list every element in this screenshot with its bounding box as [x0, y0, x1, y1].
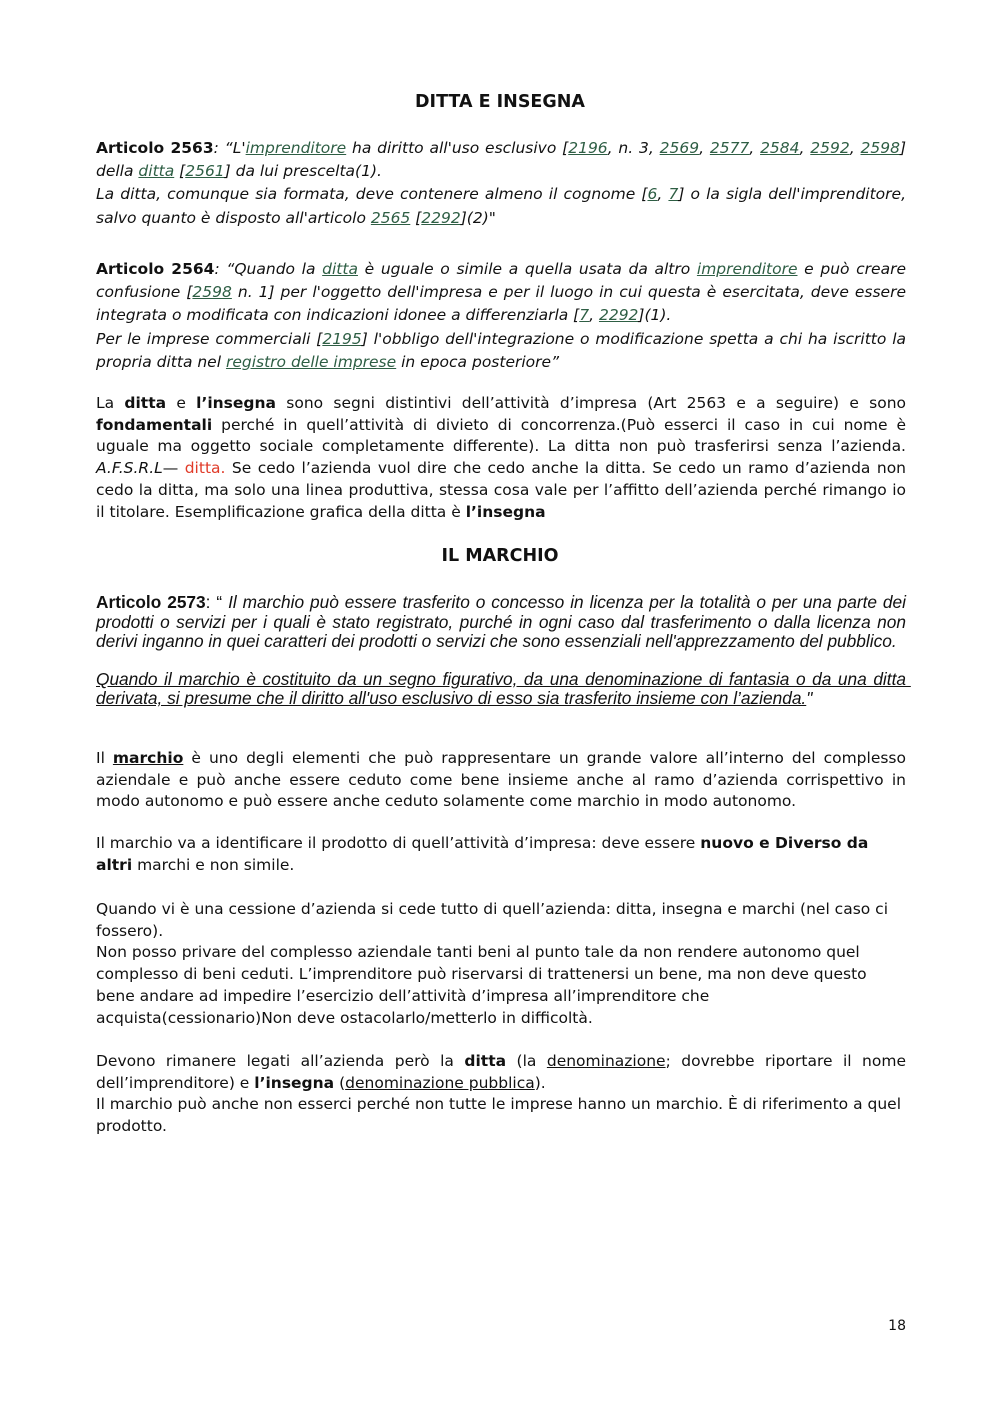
article-label: Articolo 2573 — [96, 592, 206, 612]
paragraph-marchio-nuovo: Il marchio va a identificare il prodotto di quell’attività d’impresa: deve essere nuovo e Diverso da altri marchi e non simile. — [96, 834, 869, 874]
link-ditta[interactable]: ditta — [322, 260, 358, 278]
section-title-marchio: IL MARCHIO — [441, 546, 559, 566]
red-annotation: ditta. — [184, 459, 226, 478]
ref-link[interactable]: 7 — [668, 185, 679, 204]
ref-link[interactable]: 2195 — [322, 329, 362, 348]
ref-link[interactable]: 2577 — [709, 139, 750, 157]
paragraph-marchio: Il marchio è uno degli elementi che può rappresentare un grande valore all’interno del complesso aziendale e può anche essere ceduto come bene insieme anche al ramo d’azienda corrispettivo in modo autonomo e può essere anche ceduto solamente come marchio in modo autonomo. — [96, 749, 911, 811]
ref-link[interactable]: 2292 — [598, 306, 639, 325]
link-registro-imprese[interactable]: registro delle imprese — [225, 352, 397, 371]
article-2573: Articolo 2573: “ Il marchio può essere trasferito o concesso in licenza per la totalità o per una parte dei prodotti o servizi per i quali è stato registrato, purché in ogni caso dal trasferimento o dalla licenza non derivi inganno in quei caratteri dei prodotti o servizi che sono essenziali nell'apprezzamento del pubblico. Quando il marchio è costituito da un segno figurativo, da una denominazione di fantasia o da una ditta derivata, si presume che il diritto all'uso esclusivo di esso sia trasferito insieme con l’azienda." — [96, 592, 911, 709]
link-imprenditore[interactable]: imprenditore — [696, 260, 798, 278]
section-title-ditta-insegna: DITTA E INSEGNA — [415, 92, 585, 112]
article-label: Articolo 2563 — [96, 139, 214, 157]
page-number: 18 — [888, 1318, 906, 1334]
ref-link[interactable]: 2592 — [810, 139, 850, 157]
ref-link[interactable]: 2598 — [860, 139, 900, 157]
article-label: Articolo 2564 — [96, 260, 215, 278]
link-imprenditore[interactable]: imprenditore — [245, 139, 347, 157]
ref-link[interactable]: 2292 — [421, 208, 461, 227]
ref-link[interactable]: 2569 — [659, 139, 700, 157]
ref-link[interactable]: 2565 — [370, 208, 411, 227]
paragraph-cessione: Quando vi è una cessione d’azienda si cede tutto di quell’azienda: ditta, insegna e marchi (nel caso ci fossero). Non posso privare del complesso aziendale tanti beni al punto tale da non rendere autonomo quel complesso di beni ceduti. L’imprenditore può riservarsi di trattenersi un bene, ma non deve questo bene andare ad impedire l’esercizio dell’attività d’impresa all’imprenditore che acquista(cessionario)Non deve ostacolarlo/metterlo in difficoltà. — [96, 900, 889, 1027]
ref-link[interactable]: 7 — [579, 306, 590, 325]
ref-link[interactable]: 2561 — [185, 162, 225, 181]
ref-link[interactable]: 2584 — [760, 139, 800, 157]
article-2563: Articolo 2563: “L'imprenditore ha diritto all'uso esclusivo [2196, n. 3, 2569, 2577, 2584, 2592, 2598] della ditta [2561] da lui prescelta(1). La ditta, comunque sia formata, deve contenere almeno il cognome [6, 7] o la sigla dell'imprenditore, salvo quanto è disposto all'articolo 2565 [2292](2)" — [96, 139, 911, 227]
ref-link[interactable]: 6 — [647, 185, 658, 204]
link-ditta[interactable]: ditta — [138, 162, 175, 181]
ref-link[interactable]: 2196 — [568, 139, 608, 157]
paragraph-ditta-insegna: La ditta e l’insegna sono segni distintivi dell’attività d’impresa (Art 2563 e a seguire) e sono fondamentali perché in quell’attività di divieto di concorrenza.(Può esserci il caso in cui nome è uguale ma oggetto sociale completamente differente). La ditta non può trasferirsi senza l’azienda. A.F.S.R.L— ditta. Se cedo l’azienda vuol dire che cedo anche la ditta. Se cedo un ramo d’azienda non cedo la ditta, ma solo una linea produttiva, stessa cosa vale per l’affitto dell’azienda perché rimango io il titolare. Esemplificazione grafica della ditta è l’insegna — [96, 394, 916, 521]
paragraph-legami: Devono rimanere legati all’azienda però la ditta (la denominazione; dovrebbe riportare il nome dell’imprenditore) e l’insegna (denominazione pubblica). Il marchio può anche non esserci perché non tutte le imprese hanno un marchio. È di riferimento a quel prodotto. — [96, 1052, 911, 1136]
ref-link[interactable]: 2598 — [192, 283, 232, 302]
article-2564: Articolo 2564: “Quando la ditta è uguale o simile a quella usata da altro imprenditore e può creare confusione [2598 n. 1] per l'oggetto dell'impresa e per il luogo in cui questa è esercitata, deve essere integrata o modificata con indicazioni idonee a differenziarla [7, 2292](1). Per le imprese commerciali [2195] l'obbligo dell'integrazione o modificazione spetta a chi ha iscritto la propria ditta nel registro delle imprese in epoca posteriore” — [96, 260, 911, 371]
